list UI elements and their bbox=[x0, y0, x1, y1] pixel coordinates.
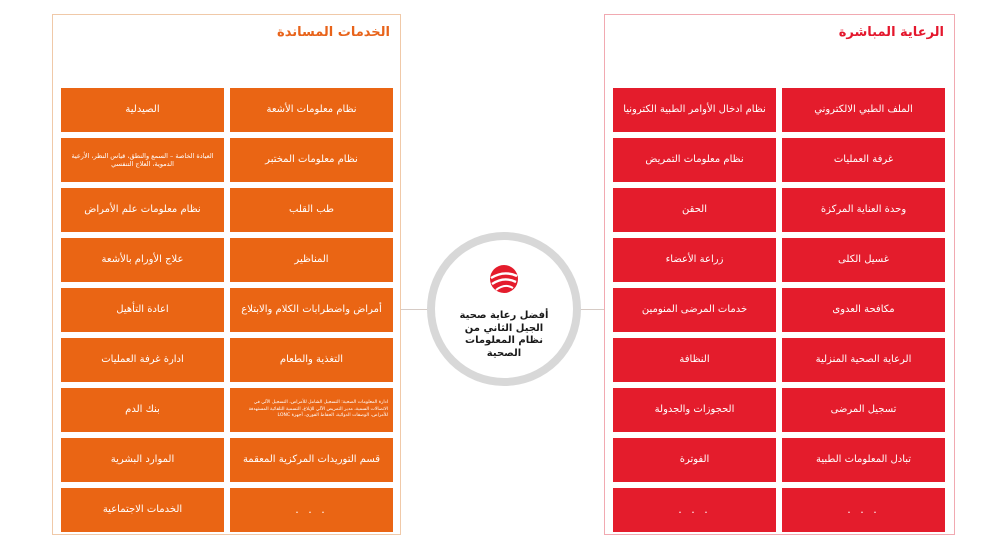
center-caption bbox=[445, 310, 563, 360]
care-cell: مكافحة العدوى bbox=[782, 288, 945, 332]
service-cell: العيادة الخاصة – السمع والنطق، قياس النظر، الأرعية الدموية، العلاج التنفسي bbox=[61, 138, 224, 182]
care-cell: تسجيل المرضى bbox=[782, 388, 945, 432]
care-cell: تبادل المعلومات الطبية bbox=[782, 438, 945, 482]
service-cell: اعادة التأهيل bbox=[61, 288, 224, 332]
service-cell: علاج الأورام بالأشعة bbox=[61, 238, 224, 282]
care-cell: الفوترة bbox=[613, 438, 776, 482]
service-cell: قسم التوريدات المركزية المعقمة bbox=[230, 438, 393, 482]
center-caption-line: الجيل الثاني من bbox=[464, 322, 544, 334]
service-cell: ادارة غرفة العمليات bbox=[61, 338, 224, 382]
service-cell: أمراض واضطرابات الكلام والابتلاع bbox=[230, 288, 393, 332]
care-cell: الحجوزات والجدولة bbox=[613, 388, 776, 432]
more-cell: . . . bbox=[613, 488, 776, 532]
service-cell: الصيدلية bbox=[61, 88, 224, 132]
care-cell: وحدة العناية المركزة bbox=[782, 188, 945, 232]
center-hub bbox=[427, 232, 581, 386]
care-cell: غسيل الكلى bbox=[782, 238, 945, 282]
care-cell: النظافة bbox=[613, 338, 776, 382]
care-cell: خدمات المرضى المنومين bbox=[613, 288, 776, 332]
service-cell: بنك الدم bbox=[61, 388, 224, 432]
service-cell: نظام معلومات المختبر bbox=[230, 138, 393, 182]
service-cell: نظام معلومات علم الأمراض bbox=[61, 188, 224, 232]
more-cell: . . . bbox=[782, 488, 945, 532]
service-cell: الخدمات الاجتماعية bbox=[61, 488, 224, 532]
service-cell: ادارة المعلومات الصحية: التسجيل الشامل للأمراض، التسجيل الآلي في الاتصالات السمية، مدير التمريض الآلي للإبلاغ، التسمية التلقائية المستهدفة للأمراض، الوصفات الدوائية، الحفاظ الفوري، أجهزة LONC bbox=[230, 388, 393, 432]
center-hub-inner bbox=[435, 240, 573, 378]
direct-care-panel bbox=[604, 14, 955, 535]
connector-left bbox=[401, 309, 428, 310]
support-services-grid bbox=[61, 88, 393, 532]
center-caption-line: أفضل رعاية صحية bbox=[459, 310, 549, 321]
care-cell: الرعاية الصحية المنزلية bbox=[782, 338, 945, 382]
service-cell: التغذية والطعام bbox=[230, 338, 393, 382]
panel-title: الرعاية المباشرة bbox=[838, 25, 944, 40]
care-cell: نظام ادخال الأوامر الطبية الكترونيا bbox=[613, 88, 776, 132]
connector-right bbox=[580, 309, 604, 310]
direct-care-grid bbox=[613, 88, 945, 532]
panel-title: الخدمات المساندة bbox=[277, 25, 390, 40]
center-caption-line: نظام المعلومات bbox=[465, 335, 543, 346]
care-cell: الملف الطبي الالكتروني bbox=[782, 88, 945, 132]
care-cell: نظام معلومات التمريض bbox=[613, 138, 776, 182]
service-cell: المناظير bbox=[230, 238, 393, 282]
more-cell: . . . bbox=[230, 488, 393, 532]
care-cell: غرفة العمليات bbox=[782, 138, 945, 182]
service-cell: طب القلب bbox=[230, 188, 393, 232]
service-cell: نظام معلومات الأشعة bbox=[230, 88, 393, 132]
care-cell: الحقن bbox=[613, 188, 776, 232]
support-services-panel bbox=[52, 14, 401, 535]
center-caption-line: الصحية bbox=[486, 347, 522, 359]
care-cell: زراعة الأعضاء bbox=[613, 238, 776, 282]
globe-logo-icon bbox=[489, 264, 519, 294]
service-cell: الموارد البشرية bbox=[61, 438, 224, 482]
